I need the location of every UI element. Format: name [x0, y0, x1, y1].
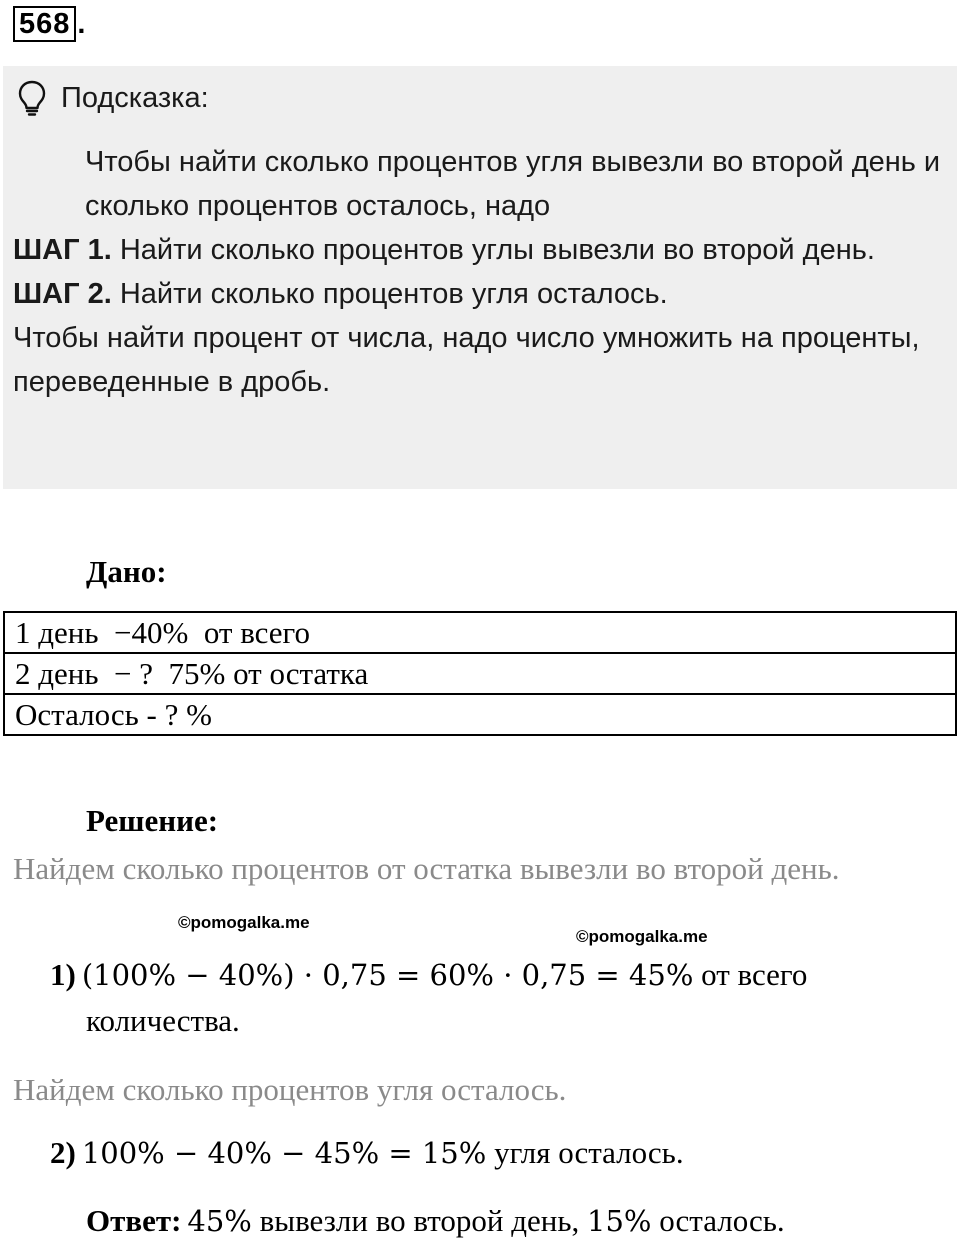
- hint-rule: Чтобы найти процент от числа, надо число умножить на проценты, переведенные в дробь.: [13, 322, 920, 398]
- step-2-tail: угля осталось.: [486, 1135, 684, 1170]
- given-table: [3, 611, 957, 736]
- solution-step-2: [50, 1130, 930, 1176]
- hint-step-2-text: Найти сколько процентов угля осталось.: [111, 278, 668, 310]
- hint-step-1: [13, 228, 943, 272]
- hint-header: [17, 78, 209, 118]
- given-title: Дано:: [86, 554, 167, 589]
- step-1-continuation: количества.: [86, 1003, 240, 1038]
- solution-step-1: [50, 952, 930, 998]
- given-row-3: Осталось - ? %: [4, 694, 956, 735]
- task-number-box: 568: [13, 6, 76, 42]
- hint-step-2: [13, 272, 943, 316]
- solution-explain-1: Найдем сколько процентов от остатка вывезли во второй день.: [13, 851, 840, 886]
- answer: [86, 1203, 785, 1239]
- hint-step-1-label: ШАГ 1.: [13, 234, 112, 266]
- hint-step-1-text: Найти сколько процентов углы вывезли во второй день.: [111, 234, 875, 266]
- answer-label: Ответ:: [86, 1203, 182, 1238]
- watermark-1: ©pomogalka.me: [178, 913, 310, 932]
- step-1-number: 1): [50, 957, 76, 992]
- given-row: [4, 653, 956, 694]
- step-1-tail: от всего: [693, 957, 808, 992]
- task-number-dot: .: [77, 8, 86, 40]
- solution-title: Решение:: [86, 803, 219, 838]
- given-row: [4, 694, 956, 735]
- hint-title: Подсказка:: [61, 81, 209, 114]
- answer-text-2: осталось.: [651, 1203, 785, 1238]
- given-row: [4, 612, 956, 653]
- task-number: [13, 6, 85, 42]
- answer-text-1: вывезли во второй день,: [251, 1203, 588, 1238]
- step-1-formula: (100% − 40%) · 0,75 = 60% · 0,75 = 45%: [81, 958, 694, 992]
- step-2-formula: 100% − 40% − 45% = 15%: [81, 1136, 487, 1170]
- given-row-2: 2 день − ? 75% от остатка: [4, 653, 956, 694]
- hint-intro: Чтобы найти сколько процентов угля вывезли во второй день и сколько процентов осталось, надо: [85, 146, 941, 222]
- watermark-2: ©pomogalka.me: [576, 927, 708, 946]
- lightbulb-icon: [17, 80, 47, 116]
- solution-explain-2: Найдем сколько процентов угля осталось.: [13, 1072, 567, 1107]
- hint-panel: [3, 66, 957, 489]
- hint-step-2-label: ШАГ 2.: [13, 278, 112, 310]
- answer-value-2: 15%: [587, 1204, 652, 1238]
- answer-value-1: 45%: [187, 1204, 252, 1238]
- step-2-number: 2): [50, 1135, 76, 1170]
- hint-body: [13, 140, 943, 404]
- given-row-1: 1 день −40% от всего: [4, 612, 956, 653]
